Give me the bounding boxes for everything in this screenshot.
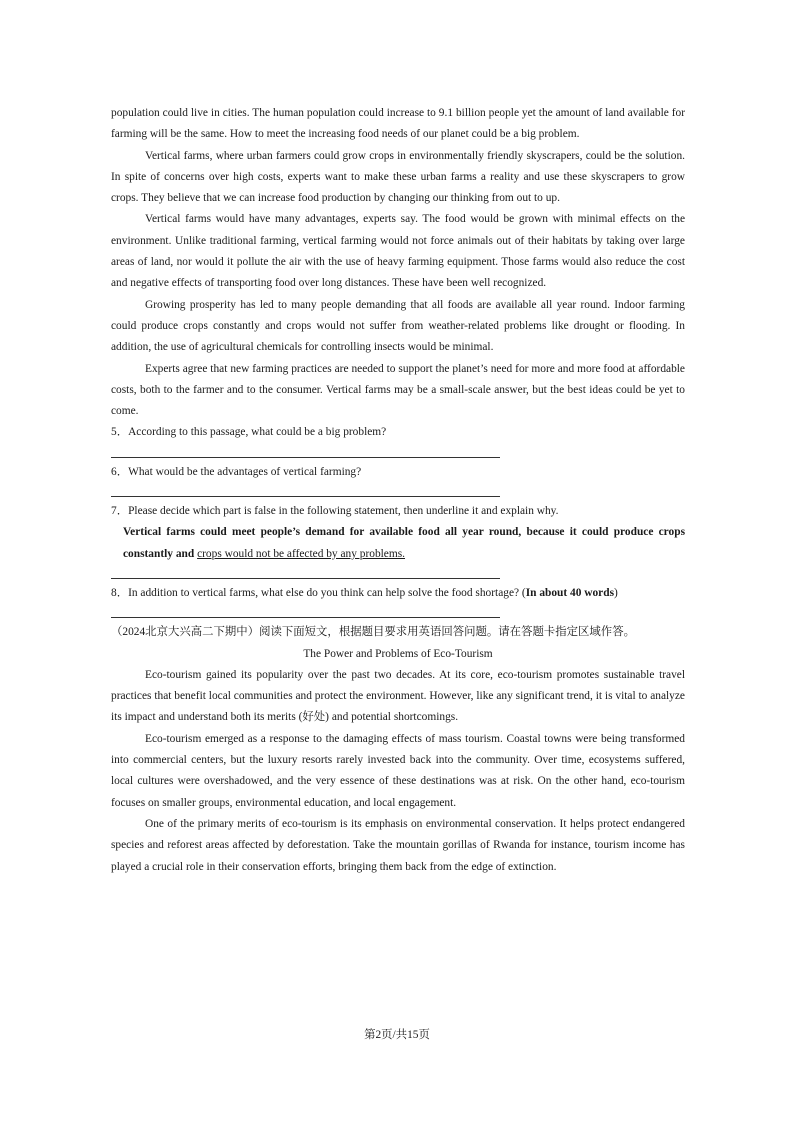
question-7-statement xyxy=(111,522,685,565)
question-5: 5．According to this passage, what could be a big problem? xyxy=(111,426,387,439)
question-8-text: 8．In addition to vertical farms, what else do you think can help solve the food shortage? ( xyxy=(111,586,526,599)
passage-paragraph: Eco-tourism emerged as a response to the damaging effects of mass tourism. Coastal towns were being transformed into commercial centers, but the luxury resorts rarely invested back into the community. Over time, ecosystems suffered, local cultures were overshadowed, and the very essence of these destinations was at risk. On the other hand, eco-tourism focuses on smaller groups, environmental education, and local engagement. xyxy=(111,732,685,809)
passage-title: The Power and Problems of Eco-Tourism xyxy=(303,647,493,660)
section-instruction: （2024北京大兴高二下期中）阅读下面短文，根据题目要求用英语回答问题。请在答题卡指定区域作答。 xyxy=(111,626,635,639)
answer-line-5[interactable] xyxy=(111,444,500,458)
answer-line-7[interactable] xyxy=(111,565,500,579)
passage-paragraph: Growing prosperity has led to many people demanding that all foods are available all year round. Indoor farming could produce crops constantly and crops would not suffer from weather-related problems like drought or flooding. In addition, the use of agricultural chemicals for controlling insects would be minimal. xyxy=(111,298,685,354)
question-7: 7．Please decide which part is false in the following statement, then underline it and explain why. xyxy=(111,505,559,518)
passage-paragraph: Vertical farms would have many advantages, experts say. The food would be grown with minimal effects on the environment. Unlike traditional farming, vertical farming would not force animals out of their habitats by taking over large areas of land, nor would it pollute the air with the use of heavy farming equipment. Those farms would also reduce the cost and negative effects of transporting food over long distances. These have been well recognized. xyxy=(111,213,685,290)
question-6: 6．What would be the advantages of vertical farming? xyxy=(111,465,362,478)
passage-paragraph: Experts agree that new farming practices are needed to support the planet’s need for more and more food at affordable costs, both to the farmer and to the consumer. Vertical farms may be a small-scale answer, but the best ideas could be yet to come. xyxy=(111,362,685,418)
answer-line-8[interactable] xyxy=(111,604,500,618)
passage-paragraph: One of the primary merits of eco-tourism is its emphasis on environmental conservation. It helps protect endangered species and reforest areas affected by deforestation. Take the mountain gorillas of Rwanda for instance, tourism income has played a crucial role in their conservation efforts, bringing them back from the edge of extinction. xyxy=(111,817,685,873)
question-8 xyxy=(111,583,685,604)
answer-line-6[interactable] xyxy=(111,483,500,497)
question-8-word-limit: In about 40 words xyxy=(525,586,615,599)
question-8-close: ) xyxy=(614,586,618,599)
passage-paragraph: population could live in cities. The human population could increase to 9.1 billion people yet the amount of land available for farming will be the same. How to meet the increasing food needs of our planet could be a big problem. xyxy=(111,107,685,141)
statement-underlined: crops would not be affected by any problems. xyxy=(197,547,406,560)
passage-paragraph: Vertical farms, where urban farmers could grow crops in environmentally friendly skyscrapers, could be the solution. In spite of concerns over high costs, experts want to make these urban farms a reality and use these skyscrapers to grow crops. They believe that we can increase food production by changing our thinking from out to up. xyxy=(111,149,685,205)
statement-bold: Vertical farms could meet people’s demand for available food all year round, because it could produce crops constantly and xyxy=(123,526,685,560)
page-footer: 第2页/共15页 xyxy=(364,1029,430,1041)
page-content xyxy=(111,103,685,878)
passage-paragraph: Eco-tourism gained its popularity over the past two decades. At its core, eco-tourism promotes sustainable travel practices that benefit local communities and protect the environment. However, like any significant trend, it is vital to analyze its impact and understand both its merits (好处) and potential shortcomings. xyxy=(111,668,685,724)
